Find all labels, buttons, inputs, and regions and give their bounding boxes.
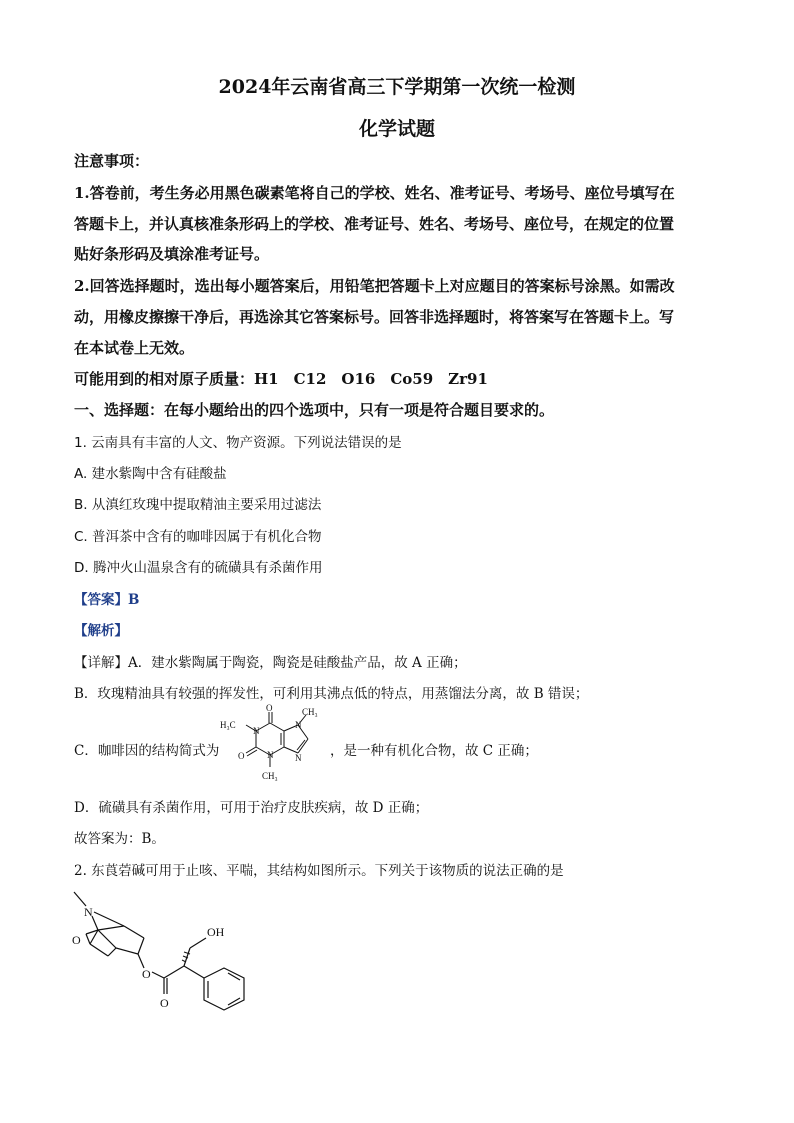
q1-detail-a: 【详解】A．建水紫陶属于陶瓷，陶瓷是硅酸盐产品，故 A 正确； [74,655,467,671]
scopolamine-ester-o-label: O [142,967,151,981]
q1-option-b: B. 从滇红玫瑰中提取精油主要采用过滤法 [74,497,322,513]
caffeine-n3-label: N [267,750,274,760]
q1-option-c: C. 普洱茶中含有的咖啡因属于有机化合物 [74,529,322,545]
notice-line-3: 贴好条形码及填涂准考证号。 [74,245,270,263]
caffeine-n1-label: N [253,726,260,736]
notice-line-2: 答题卡上，并认真核准条形码上的学校、准考证号、姓名、考场号、座位号，在规定的位置 [74,215,675,233]
caffeine-o2-label: O [238,751,245,761]
q1-answer: 【答案】B [74,592,140,608]
q1-detail-d: D．硫磺具有杀菌作用，可用于治疗皮肤疾病，故 D 正确； [74,800,429,816]
q1-option-d: D. 腾冲火山温泉含有的硫磺具有杀菌作用 [74,560,323,576]
q1-option-a: A. 建水紫陶中含有硅酸盐 [74,466,227,482]
q2-stem: 2. 东莨菪碱可用于止咳、平喘，其结构如图所示。下列关于该物质的说法正确的是 [74,863,564,879]
q1-stem: 1. 云南具有丰富的人文、物产资源。下列说法错误的是 [74,435,402,451]
caffeine-me3-label: CH₃ [262,771,278,781]
atomic-masses: 可能用到的相对原子质量：H1 C12 O16 Co59 Zr91 [74,370,488,388]
scopolamine-carbonyl-o-label: O [160,996,169,1010]
scopolamine-epoxide-o-label: O [72,933,81,947]
notice-line-4: 2.回答选择题时，选出每小题答案后，用铅笔把答题卡上对应题目的答案标号涂黑。如需改 [74,277,675,295]
section-1-heading: 一、选择题：在每小题给出的四个选项中，只有一项是符合题目要求的。 [74,401,555,419]
caffeine-me7-label: CH₃ [302,707,318,717]
notice-line-6: 在本试卷上无效。 [74,339,195,357]
notice-line-1: 1.答卷前，考生务必用黑色碳素笔将自己的学校、姓名、准考证号、考场号、座位号填写在 [74,184,675,202]
page-subtitle: 化学试题 [358,118,435,140]
caffeine-structure-diagram [218,703,326,783]
scopolamine-n-label: N [84,905,93,919]
page-title: 2024年云南省高三下学期第一次统一检测 [218,76,576,98]
q1-detail-c-prefix: C．咖啡因的结构简式为 [74,743,220,759]
q1-analysis-label: 【解析】 [74,623,128,639]
notice-line-5: 动，用橡皮擦擦干净后，再选涂其它答案标号。回答非选择题时，将答案写在答题卡上。写 [74,308,675,326]
q1-detail-c-suffix: ，是一种有机化合物，故 C 正确； [330,743,538,759]
q1-conclusion: 故答案为：B。 [74,831,165,847]
notice-heading: 注意事项： [74,152,150,170]
scopolamine-structure-diagram [66,886,266,1021]
caffeine-me1-label: H₃C [220,720,236,730]
q1-detail-b: B．玫瑰精油具有较强的挥发性，可利用其沸点低的特点，用蒸馏法分离，故 B 错误； [74,686,589,702]
scopolamine-oh-label: OH [207,925,225,939]
caffeine-n9-label: N [295,753,302,763]
caffeine-o6-label: O [266,703,273,713]
caffeine-n7-label: N [295,720,302,730]
